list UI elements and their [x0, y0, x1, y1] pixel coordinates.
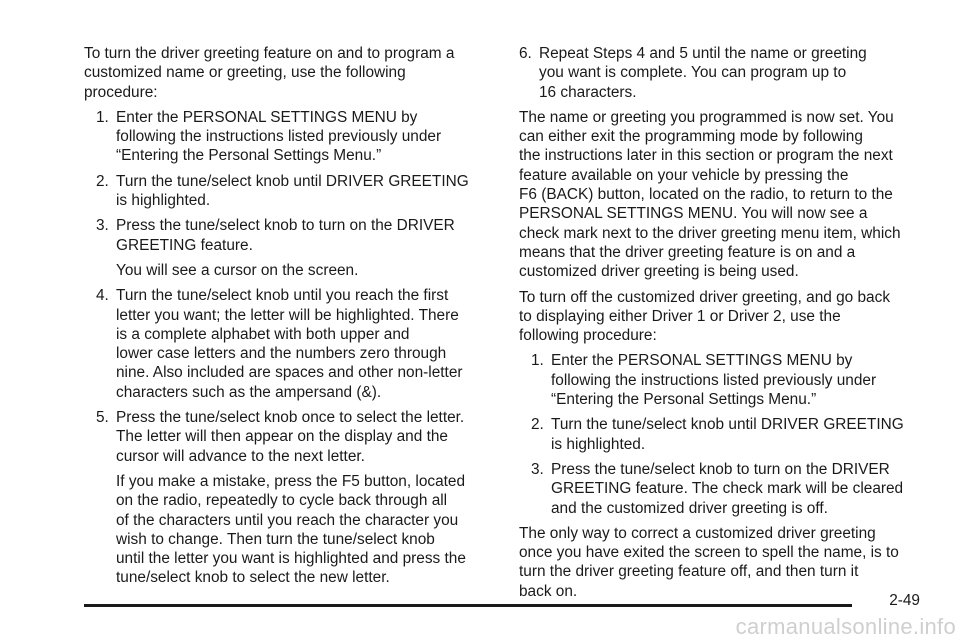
- step-text: Press the tune/select knob once to select the letter. The letter will then appear on the display and the cursor will advance to the next letter.: [116, 409, 465, 465]
- step-number: 3.: [531, 460, 544, 478]
- step-number: 6.: [519, 45, 532, 62]
- step-text: Turn the tune/select knob until DRIVER GREETING is highlighted.: [116, 172, 469, 210]
- step-text: Turn the tune/select knob until DRIVER GREETING is highlighted.: [551, 416, 904, 453]
- step-number: 1.: [96, 108, 109, 126]
- intro-paragraph: To turn the driver greeting feature on and to program a customized name or greeting, use the following procedure:: [84, 45, 455, 101]
- list-item: [84, 286, 494, 402]
- list-item: [519, 44, 927, 102]
- step-number: 2.: [531, 416, 544, 434]
- step-text: Enter the PERSONAL SETTINGS MENU by following the instructions listed previously under “Entering the Personal Settings Menu.”: [551, 352, 877, 409]
- step-text: Enter the PERSONAL SETTINGS MENU by following the instructions listed previously under “Entering the Personal Settings Menu.”: [116, 108, 442, 165]
- step-number: 3.: [96, 217, 109, 235]
- page-number: 2-49: [889, 592, 920, 609]
- step-text: Press the tune/select knob to turn on the DRIVER GREETING feature. The check mark will be cleared and the customized driver greeting is off.: [551, 460, 904, 517]
- step-number: 4.: [96, 287, 109, 305]
- list-item: [84, 216, 494, 255]
- step-text: Turn the tune/select knob until you reach the first letter you want; the letter will be highlighted. There is a complete alphabet with both upper and lower case letters and the numbers zero through nine. Also included are spaces and other non-letter characters such as the ampersand (&).: [116, 287, 463, 401]
- list-item: [519, 415, 927, 454]
- step-note: If you make a mistake, press the F5 button, located on the radio, repeatedly to cycle back through all of the characters until you reach the character you wish to change. Then turn the tune/select knob until the letter you want is highlighted and press the tune/select knob to select the new letter.: [116, 472, 466, 587]
- step-number: 1.: [531, 352, 544, 370]
- step-text: Repeat Steps 4 and 5 until the name or greeting you want is complete. You can program up to 16 characters.: [539, 45, 867, 101]
- list-item: [84, 172, 494, 211]
- watermark: carmanualsonline.info: [735, 614, 956, 639]
- list-item: [84, 108, 494, 166]
- list-item: [519, 351, 927, 409]
- right-column: [519, 44, 927, 607]
- body-paragraph: The name or greeting you programmed is now set. You can either exit the programming mode by following the instructions later in this section or program the next feature available on your vehicle by pressing the F6 (BACK) button, located on the radio, to return to the PERSONAL SETTINGS MENU. You will now see a check mark next to the driver greeting menu item, which means that the driver greeting feature is on and a customized driver greeting is being used.: [519, 108, 901, 281]
- body-paragraph: The only way to correct a customized driver greeting once you have exited the screen to spell the name, is to turn the driver greeting feature off, and then turn it back on.: [519, 524, 899, 600]
- footer-rule: [84, 604, 852, 607]
- body-paragraph: To turn off the customized driver greeting, and go back to displaying either Driver 1 or Driver 2, use the following procedure:: [519, 288, 891, 345]
- step-number: 2.: [96, 172, 109, 190]
- step-number: 5.: [96, 409, 109, 427]
- step-note: You will see a cursor on the screen.: [116, 261, 359, 279]
- left-column: [84, 44, 494, 594]
- list-item: [84, 408, 494, 466]
- list-item: [519, 460, 927, 518]
- step-text: Press the tune/select knob to turn on the DRIVER GREETING feature.: [116, 217, 455, 254]
